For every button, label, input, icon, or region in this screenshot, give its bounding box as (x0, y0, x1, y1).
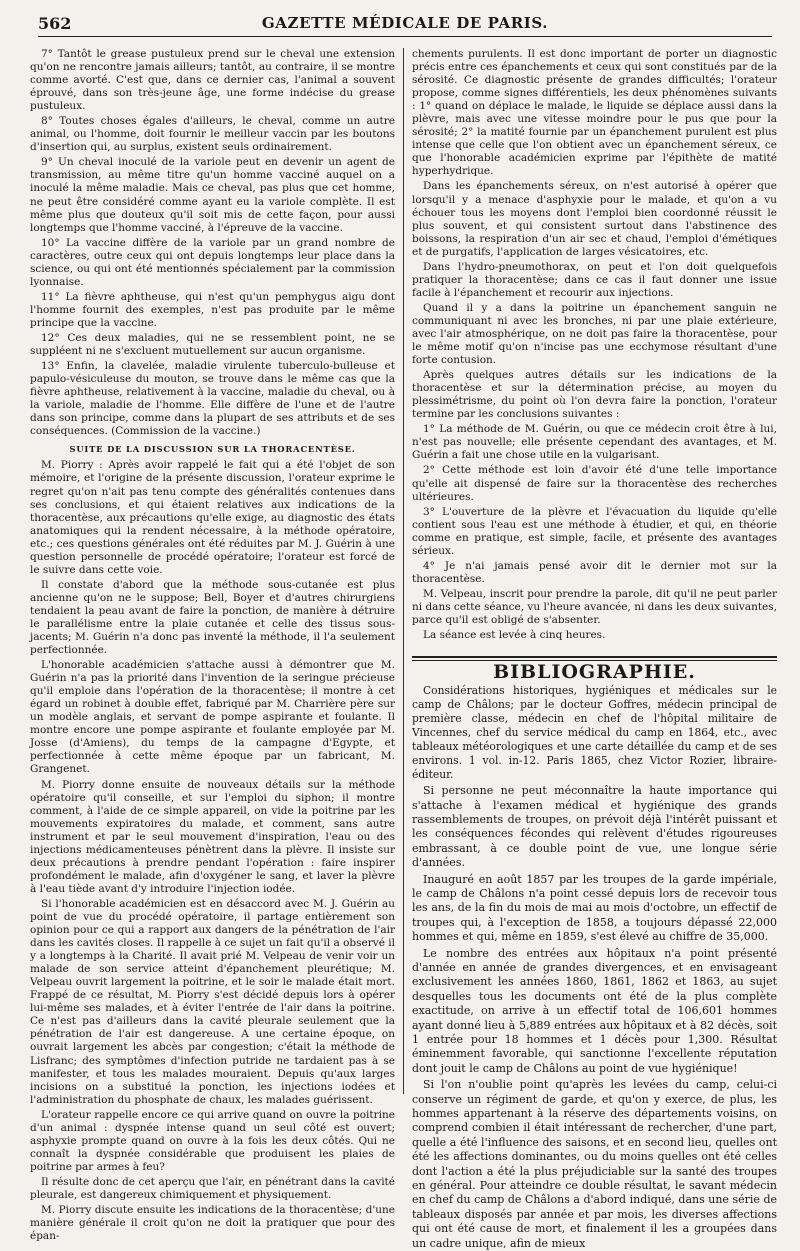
paragraph: 8° Toutes choses égales d'ailleurs, le cheval, comme un autre animal, ou l'homme, doit fournir le meilleur vaccin par les boutons d'insertion qui, au surplus, existent seuls ordinairement. (30, 115, 395, 154)
paragraph: 13° Enfin, la clavelée, maladie virulente tuberculo-bulleuse et papulo-vésiculeuse du mouton, se trouve dans le même cas que la fièvre aphtheuse, relativement à la vaccine, maladie du cheval, ou à la variole, maladie de l'homme. Elle diffère de l'une et de l'autre dans son principe, comme dans la plupart de ses attributs et de ses conséquences. (Commission de la vaccine.) (30, 360, 395, 438)
page-header (38, 14, 772, 37)
left-column (30, 48, 395, 1243)
paragraph: L'orateur rappelle encore ce qui arrive quand on ouvre la poitrine d'un animal : dyspnée intense quand un seul côté est ouvert; asphyxie prompte quand on ouvre à la fois les deux côtés. Qui ne connaît la dyspnée considérable que produisent les plaies de poitrine par armes à feu? (30, 1108, 395, 1173)
page-number: 562 (38, 14, 72, 33)
paragraph: Il constate d'abord que la méthode sous-cutanée est plus ancienne qu'on ne le suppose; Bell, Boyer et d'autres chirurgiens tendaient la peau avant de faire la ponction, de manière à détruire le parallélisme entre la plaie cutanée et celle des tissus sous-jacents; M. Guérin n'a donc pas inventé la méthode, il l'a seulement perfectionnée. (30, 578, 395, 657)
paragraph: La séance est levée à cinq heures. (423, 629, 606, 642)
paragraph: Dans les épanchements séreux, on n'est autorisé à opérer que lorsqu'il y a menace d'asphyxie pour le malade, et qu'on a vu échouer tous les moyens dont l'emploi bien coordonné réussit le plus souvent, et qui consistent surtout dans l'abstinence des boissons, la respiration d'un air sec et chaud, l'emploi d'émétiques et de purgatifs, l'application de larges vésicatoires, etc. (412, 180, 777, 258)
column-divider (403, 48, 404, 1094)
paragraph: Si l'honorable académicien est en désaccord avec M. J. Guérin au point de vue du procédé opératoire, il partage entièrement son opinion pour ce qui a rapport aux dangers de la pénétration de l'air dans les cavités closes. Il rappelle à ce sujet un fait qu'il a observé il y a longtemps à la Charité. Il avait prié M. Velpeau de venir voir un malade de son service atteint d'épanchement pleurétique; M. Velpeau ouvrit largement la poitrine, et le soir le malade était mort. Frappé de ce résultat, M. Piorry s'est décidé depuis lors à opérer lui-même ses malades, et à éviter l'entrée de l'air dans la poitrine. Ce n'est pas d'ailleurs dans la cavité pleurale seulement que la pénétration de l'air est dangereuse. A une certaine époque, on ouvrait largement les abcès par congestion; c'était la méthode de Lisfranc; des symptômes d'infection putride ne tardaient pas à se manifester, et tous les malades mouraient. Depuis qu'aux larges incisions on a substitué la ponction, les injections iodées et l'administration du phosphate de chaux, les malades guérissent. (30, 897, 395, 1106)
paragraph: Si l'on n'oublie point qu'après les levées du camp, celui-ci conserve un régiment de garde, et qu'on y exerce, de plus, les hommes appartenant à la réserve des départements voisins, on comprend combien il était intéressant de rechercher, d'une part, quelle a été l'influence des saisons, et en second lieu, quelles ont été les affections dominantes, ou du moins quelles ont été celles dont l'action a été la plus préjudiciable sur la santé des troupes en général. Pour atteindre ce double résultat, le savant médecin en chef du camp de Châlons a d'abord indiqué, dans une série de tableaux disposés par année et par mois, les diverses affections qui ont été cause de mort, et finalement il les a groupées dans un cadre unique, afin de mieux (412, 1078, 777, 1250)
discussion-subheading: SUITE DE LA DISCUSSION SUR LA THORACENTÈSE. (69, 444, 356, 455)
paragraph: Si personne ne peut méconnaître la haute importance qui s'attache à l'examen médical et hygiénique des grands rassemblements de troupes, on prévoit déjà l'intérêt puissant et les conséquences fécondes qui relèvent d'études rigoureuses embrassant, à ce double point de vue, une longue série d'années. (412, 784, 777, 870)
paragraph: M. Piorry discute ensuite les indications de la thoracentèse; d'une manière générale il croit qu'on ne doit la pratiquer que pour des épan- (30, 1204, 395, 1243)
paragraph: 12° Ces deux maladies, qui ne se ressemblent point, ne se suppléent ni ne s'excluent mutuellement sur aucun organisme. (30, 331, 395, 358)
paragraph: Le nombre des entrées aux hôpitaux n'a point présenté d'année en année de grandes divergences, et en envisageant exclusivement les années 1860, 1861, 1862 et 1863, au sujet desquelles tous les documents ont été de la plus complète exactitude, on arrive à un effectif total de 106,601 hommes ayant donné lieu à 5,889 entrées aux hôpitaux et à 82 décès, soit 1 entrée pour 18 hommes et 1 décès pour 1,300. Résultat éminemment favorable, qui sanctionne l'excellente réputation dont jouit le camp de Châlons au point de vue hygiénique! (412, 946, 777, 1075)
paragraph: 1° La méthode de M. Guérin, ou que ce médecin croit être à lui, n'est pas nouvelle; elle présente cependant des avantages, et M. Guérin a fait une chose utile en la vulgarisant. (412, 423, 777, 462)
paragraph: 7° Tantôt le grease pustuleux prend sur le cheval une extension qu'on ne rencontre jamais ailleurs; tantôt, au contraire, il se montre comme avorté. C'est que, dans ce dernier cas, l'animal a souvent éprouvé, dans son très-jeune âge, une forme indécise du grease pustuleux. (30, 48, 395, 113)
paragraph: 10° La vaccine diffère de la variole par un grand nombre de caractères, outre ceux qui ont depuis longtemps leur place dans la science, ou qui ont été mentionnés spécialement par la commission lyonnaise. (30, 236, 395, 288)
paragraph: 11° La fièvre aphtheuse, qui n'est qu'un pemphygus aigu dont l'homme fournit des exemples, n'est pas produite par le même principe que la vaccine. (30, 290, 395, 329)
paragraph: 3° L'ouverture de la plèvre et l'évacuation du liquide qu'elle contient sous l'eau est une méthode à étudier, et qui, en théorie comme en pratique, est simple, facile, et présente des avantages sérieux. (412, 505, 777, 557)
paragraph: M. Velpeau, inscrit pour prendre la parole, dit qu'il ne peut parler ni dans cette séance, vu l'heure avancée, ni dans les deux suivantes, parce qu'il est obligé de s'absenter. (412, 587, 777, 626)
paragraph: chements purulents. Il est donc important de porter un diagnostic précis entre ces épanchements et ceux qui sont constitués par de la sérosité. Ce diagnostic présente de grandes difficultés; l'orateur propose, comme signes différentiels, les deux phénomènes suivants : 1° quand on déplace le malade, le liquide se déplace aussi dans la plèvre, mais avec une vitesse moindre pour le pus que pour la sérosité; 2° la matité fournie par un épanchement purulent est plus intense que celle que l'on obtient avec un épanchement séreux, ce que l'honorable académicien exprime par l'épithète de matité hyperhydrique. (412, 48, 777, 178)
paragraph: Inauguré en août 1857 par les troupes de la garde impériale, le camp de Châlons n'a point cessé depuis lors de recevoir tous les ans, de la fin du mois de mai au mois d'octobre, un effectif de troupes qui, à l'exception de 1858, a toujours dépassé 22,000 hommes et qui, même en 1859, s'est élevé au chiffre de 35,000. (412, 872, 777, 944)
bibliography-entry: Considérations historiques, hygiéniques et médicales sur le camp de Châlons; par le docteur Goffres, médecin principal de première classe, médecin en chef de l'hôpital militaire de Vincennes, chef du service médical du camp en 1864, etc., avec tableaux météorologiques et une carte détaillée du camp et de ses environs. 1 vol. in-12. Paris 1865, chez Victor Rozier, libraire-éditeur. (412, 684, 777, 782)
right-paragraphs (412, 48, 777, 642)
paragraph: M. Piorry : Après avoir rappelé le fait qui a été l'objet de son mémoire, et l'origine de la présente discussion, l'orateur exprime le regret qu'on n'ait pas tenu compte des généralités contenues dans ses conclusions, et qui étaient relatives aux indications de la thoracentèse, aux précautions qu'elle exige, au diagnostic des états anatomiques qui la rendent nécessaire, à la méthode opératoire, etc.; ces questions générales ont été réduites par M. J. Guérin à une question personnelle de procédé opératoire; l'orateur est forcé de le suivre dans cette voie. (30, 459, 395, 576)
paragraph: Quand il y a dans la poitrine un épanchement sanguin ne communiquant ni avec les bronches, ni par une plaie extérieure, avec l'air atmosphérique, on ne doit pas faire la thoracentèse, pour le même motif qu'on n'incise pas une ecchymose résultant d'une forte contusion. (412, 301, 777, 367)
paragraph: L'honorable académicien s'attache aussi à démontrer que M. Guérin n'a pas la priorité dans l'invention de la seringue précieuse qu'il emploie dans l'opération de la thoracentèse; il montre à cet égard un robinet à double effet, fabriqué par M. Charrière père sur un modèle anglais, et servant de pompe aspirante et foulante. Il montre encore une pompe aspirante et foulante employée par M. Josse (d'Amiens), du temps de la campagne d'Egypte, et perfectionnée à cette même époque par un fabricant, M. Grangenet. (30, 659, 395, 776)
paragraph: 4° Je n'ai jamais pensé avoir dit le dernier mot sur la thoracentèse. (412, 559, 777, 585)
left-paragraphs-before (30, 48, 395, 438)
paragraph: Dans l'hydro-pneumothorax, on peut et l'on doit quelquefois pratiquer la thoracentèse; dans ce cas il faut donner une issue facile à l'épanchement et recourir aux injections. (412, 260, 777, 299)
bibliography-paragraphs (412, 784, 777, 1251)
journal-title: GAZETTE MÉDICALE DE PARIS. (261, 14, 549, 32)
paragraph: 9° Un cheval inoculé de la variole peut en devenir un agent de transmission, au même titre qu'un homme vacciné auquel on a inoculé la même maladie. Mais ce cheval, pas plus que cet homme, ne peut être considéré comme ayant eu la variole complète. Il est même plus que douteux qu'il soit mis de cette façon, pour aussi longtemps que l'homme vacciné, à l'épreuve de la vaccine. (30, 156, 395, 234)
bibliography-heading: BIBLIOGRAPHIE. (493, 661, 696, 684)
left-paragraphs-after (30, 459, 395, 1243)
paragraph: 2° Cette méthode est loin d'avoir été d'une telle importance qu'elle ait dispensé de faire sur la thoracentèse des recherches ultérieures. (412, 464, 777, 503)
paragraph: Après quelques autres détails sur les indications de la thoracentèse et sur la détermination précise, au moyen du plessimétrisme, du point où l'on devra faire la ponction, l'orateur termine par les conclusions suivantes : (412, 369, 777, 421)
paragraph: Il résulte donc de cet aperçu que l'air, en pénétrant dans la cavité pleurale, est dangereux chimiquement et physiquement. (30, 1175, 395, 1201)
right-column (412, 48, 777, 1250)
paragraph: M. Piorry donne ensuite de nouveaux détails sur la méthode opératoire qu'il conseille, et sur l'emploi du siphon; il montre comment, à l'aide de ce simple appareil, on vide la poitrine par les mouvements expiratoires du malade, et comment, sans autre instrument et par le seul mouvement d'inspiration, l'eau ou des injections médicamenteuses pénètrent dans la plèvre. Il insiste sur deux précautions à prendre pendant l'opération : faire inspirer profondément le malade, afin d'oxygéner le sang, et laver la plèvre à l'eau tiède avant d'y introduire l'injection iodée. (30, 778, 395, 895)
